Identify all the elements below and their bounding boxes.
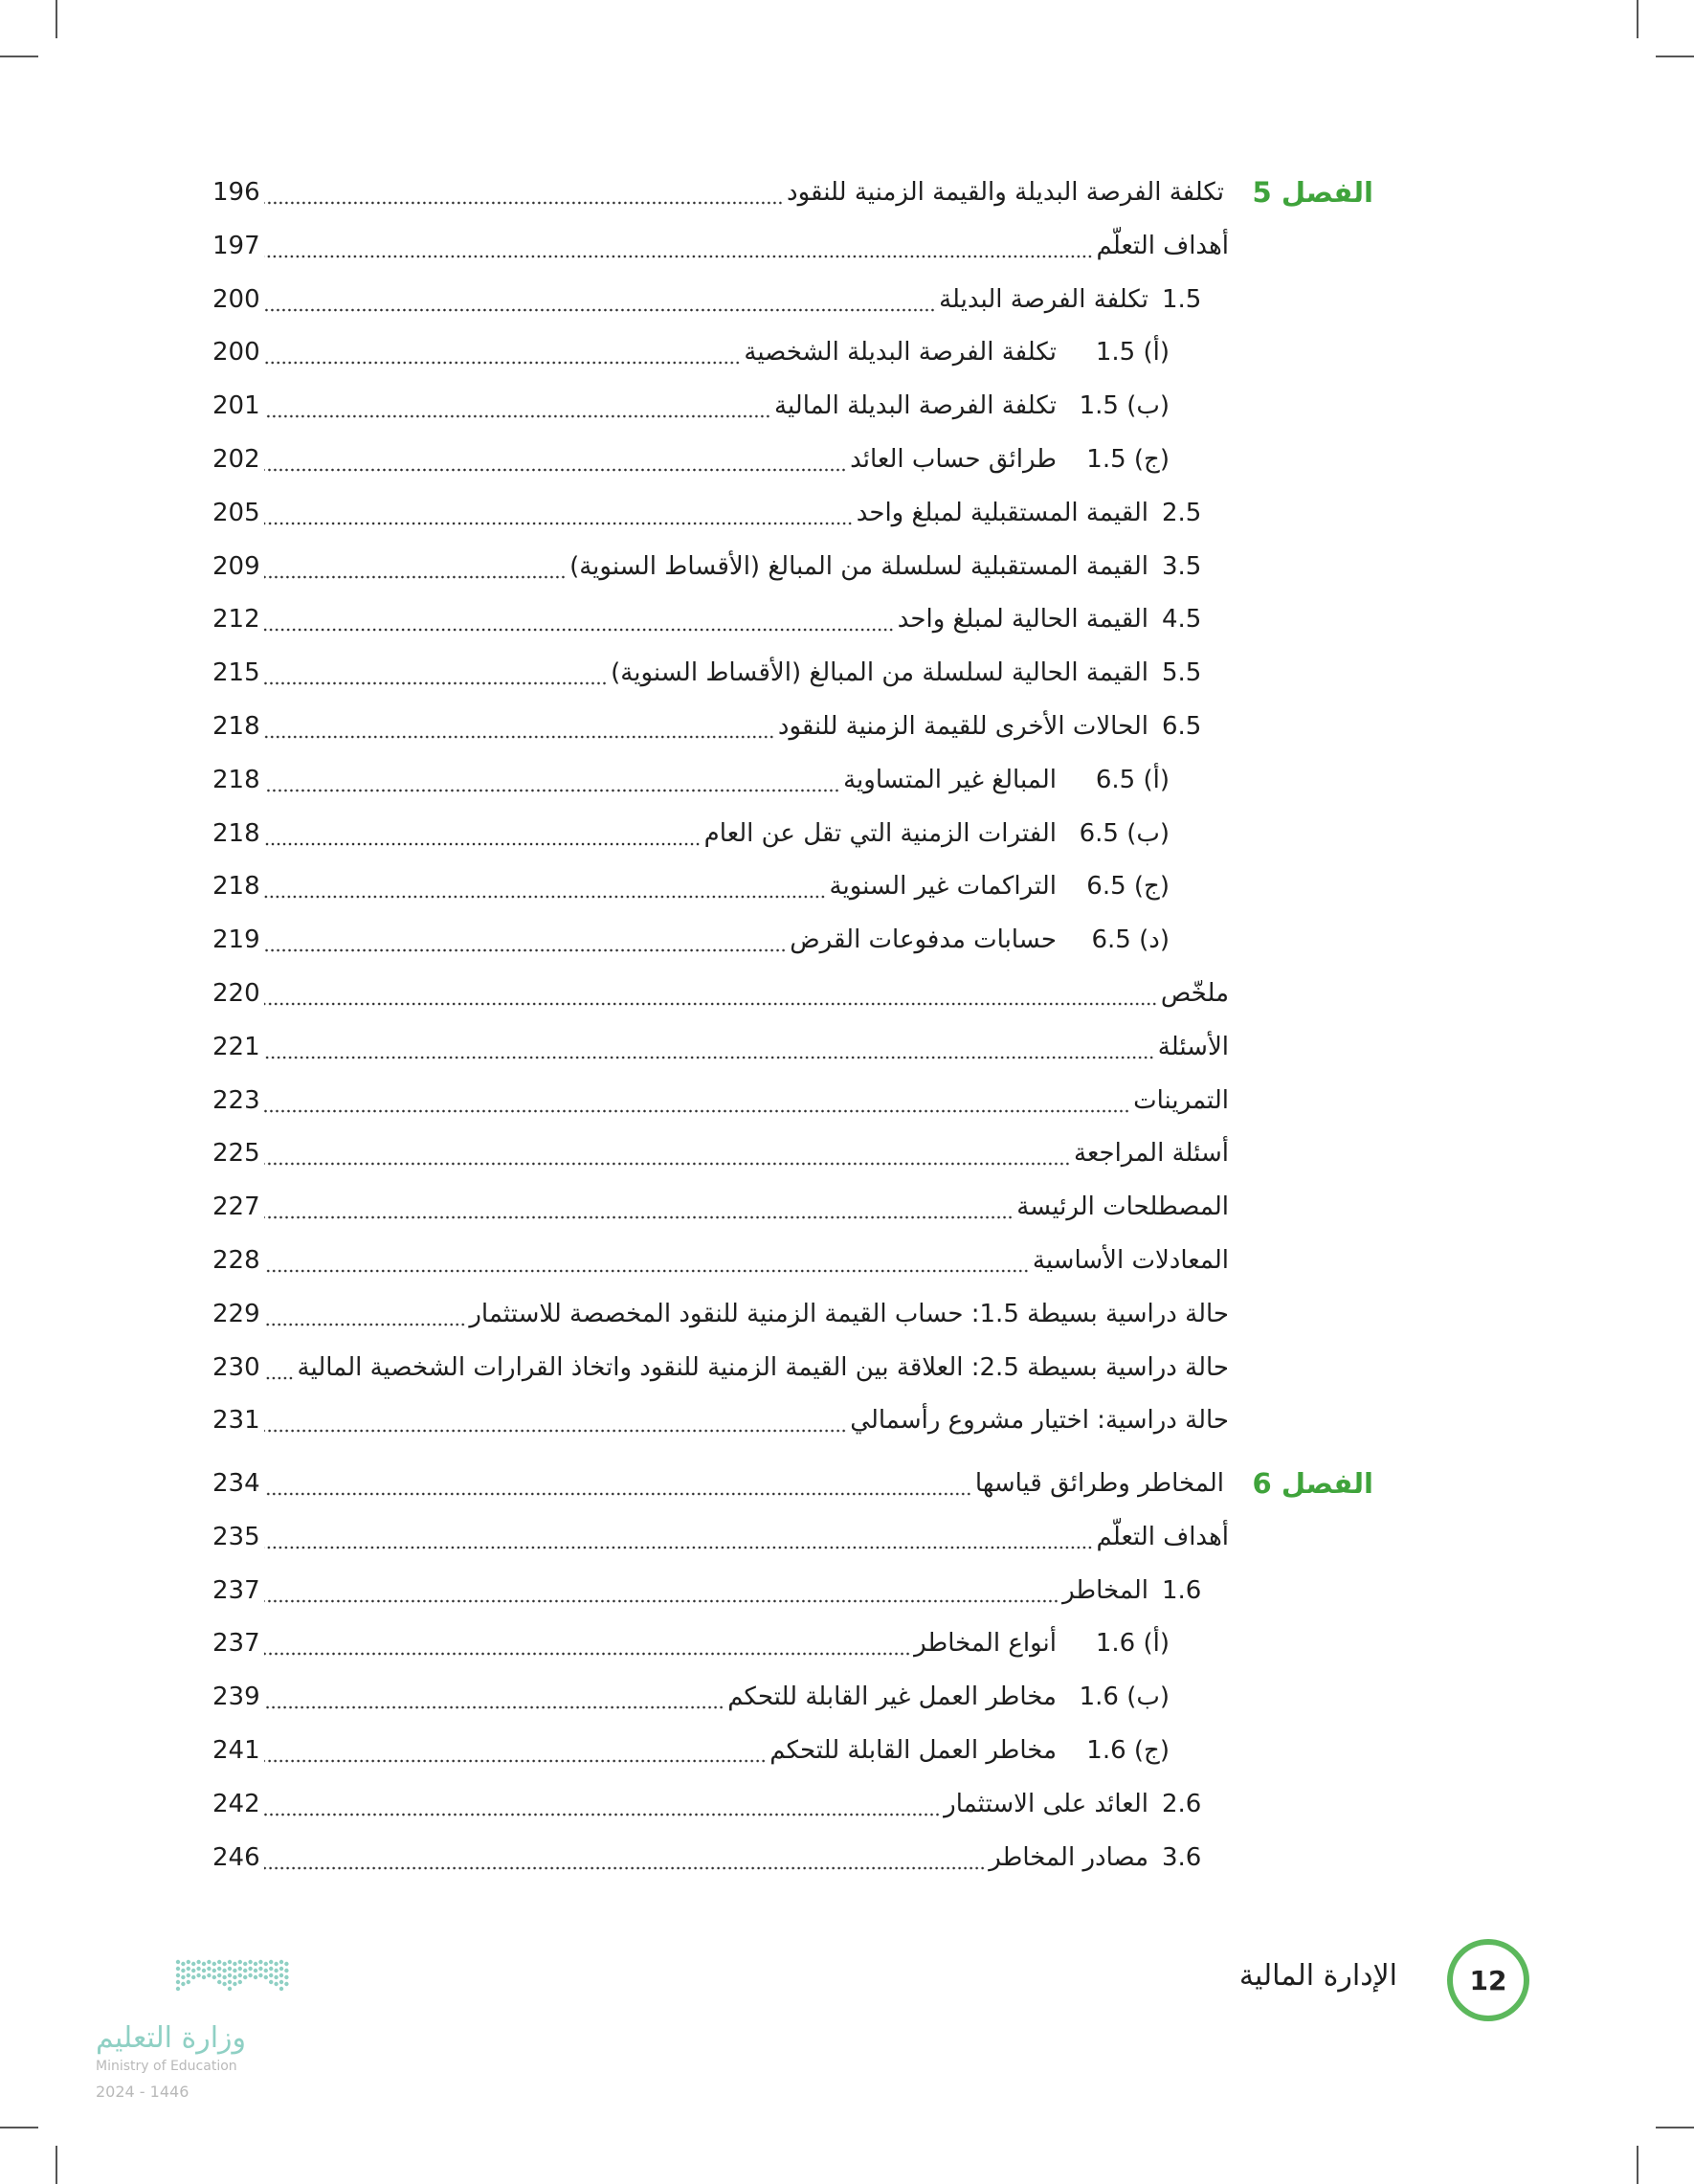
toc-entry[interactable]	[212, 1512, 1229, 1562]
toc-entry[interactable]	[212, 1779, 1202, 1829]
toc-entry[interactable]	[212, 809, 1170, 858]
logo-year-text: 2024 - 1446	[96, 2083, 189, 2101]
section-number: 1.5	[1162, 285, 1202, 314]
toc-entry[interactable]	[212, 1343, 1229, 1393]
dot-leader	[264, 1779, 941, 1829]
page-ref: 223	[212, 1086, 260, 1115]
page-ref: 218	[212, 819, 260, 848]
section-number: 5.5	[1162, 658, 1202, 687]
chapter-heading[interactable]	[212, 167, 1373, 217]
page-ref: 196	[212, 178, 260, 207]
dot-leader	[264, 1289, 466, 1339]
page-ref: 218	[212, 766, 260, 794]
section-number: 6.5 (ب)	[1079, 819, 1170, 848]
dot-leader	[264, 594, 894, 644]
page-ref: 235	[212, 1523, 260, 1551]
page-ref: 220	[212, 979, 260, 1008]
dot-leader	[264, 809, 701, 858]
toc-entry[interactable]	[212, 542, 1202, 591]
dot-leader	[264, 755, 839, 805]
dot-leader	[264, 1182, 1014, 1232]
section-title: تكلفة الفرصة البديلة الشخصية	[744, 338, 1057, 367]
page-ref: 242	[212, 1790, 260, 1818]
section-title: أهداف التعلّم	[1096, 1523, 1229, 1551]
section-number: 6.5	[1162, 712, 1202, 741]
toc-entry[interactable]	[212, 969, 1229, 1018]
section-number: 1.6 (ج)	[1086, 1736, 1170, 1765]
page-number: 12	[1469, 1964, 1507, 1996]
page-ref: 227	[212, 1192, 260, 1221]
page-ref: 215	[212, 658, 260, 687]
section-title: القيمة الحالية لسلسلة من المبالغ (الأقساط السنوية)	[611, 658, 1148, 687]
section-number: 1.5 (ج)	[1086, 445, 1170, 474]
dot-leader	[264, 1236, 1029, 1285]
section-title: التراكمات غير السنوية	[829, 872, 1057, 901]
page-ref: 225	[212, 1139, 260, 1168]
dot-leader	[264, 1512, 1093, 1562]
toc-entry[interactable]	[212, 861, 1170, 911]
logo-arabic-text: وزارة التعليم	[96, 2021, 247, 2055]
dot-leader	[264, 488, 853, 538]
section-title: حالة دراسية بسيطة 2.5: العلاقة بين القيمة الزمنية للنقود واتخاذ القرارات الشخصية المالية	[297, 1353, 1229, 1382]
page-ref: 209	[212, 552, 260, 581]
page-ref: 246	[212, 1843, 260, 1872]
chapter-title: المخاطر وطرائق قياسها	[974, 1469, 1224, 1498]
section-title: القيمة المستقبلية لمبلغ واحد	[856, 499, 1148, 527]
section-number: 6.5 (أ)	[1095, 766, 1170, 794]
toc-entry[interactable]	[212, 275, 1202, 324]
chapter-label: الفصل 6	[1252, 1467, 1373, 1500]
page-ref: 229	[212, 1300, 260, 1328]
section-number: 3.5	[1162, 552, 1202, 581]
section-title: تكلفة الفرصة البديلة	[939, 285, 1148, 314]
section-title: المعادلات الأساسية	[1032, 1246, 1229, 1275]
page-ref: 231	[212, 1406, 260, 1435]
logo-english-text: Ministry of Education	[96, 2059, 237, 2074]
toc-entry[interactable]	[212, 1289, 1229, 1339]
dot-leader	[264, 969, 1157, 1018]
toc-entry[interactable]	[212, 1236, 1229, 1285]
section-number: 1.6 (ب)	[1079, 1683, 1170, 1711]
chapter-heading[interactable]	[212, 1459, 1373, 1508]
section-title: الأسئلة	[1157, 1033, 1229, 1061]
section-title: القيمة الحالية لمبلغ واحد	[897, 605, 1148, 634]
dot-leader	[264, 1459, 971, 1508]
section-title: طرائق حساب العائد	[850, 445, 1057, 474]
dot-leader	[264, 1395, 847, 1445]
dot-leader	[264, 648, 607, 698]
section-number: 1.5 (ب)	[1079, 391, 1170, 420]
toc-entry[interactable]	[212, 1672, 1170, 1722]
section-title: العائد على الاستثمار	[944, 1790, 1148, 1818]
toc-entry[interactable]	[212, 221, 1229, 271]
dot-leader	[264, 275, 935, 324]
section-title: مصادر المخاطر	[989, 1843, 1148, 1872]
section-title: المصطلحات الرئيسة	[1016, 1192, 1229, 1221]
book-title: الإدارة المالية	[1238, 1959, 1397, 1993]
page-ref: 200	[212, 285, 260, 314]
page-ref: 234	[212, 1469, 260, 1498]
page-ref: 200	[212, 338, 260, 367]
section-title: حالة دراسية: اختيار مشروع رأسمالي	[850, 1406, 1229, 1435]
toc-entry[interactable]	[212, 1076, 1229, 1125]
dot-leader	[264, 1022, 1154, 1072]
dot-leader	[264, 1726, 767, 1775]
dot-leader	[264, 1343, 294, 1393]
toc-entry[interactable]	[212, 435, 1170, 484]
page-ref: 218	[212, 872, 260, 901]
toc-entry[interactable]	[212, 1833, 1202, 1883]
toc-entry[interactable]	[212, 1128, 1229, 1178]
dot-leader	[264, 381, 770, 431]
section-number: 1.5 (أ)	[1095, 338, 1170, 367]
section-title: حالة دراسية بسيطة 1.5: حساب القيمة الزمنية للنقود المخصصة للاستثمار	[469, 1300, 1229, 1328]
dot-leader	[264, 1833, 986, 1883]
page-ref: 237	[212, 1629, 260, 1658]
toc-entry[interactable]	[212, 755, 1170, 805]
chapter-title: تكلفة الفرصة البديلة والقيمة الزمنية للنقود	[787, 178, 1224, 207]
dot-leader	[264, 1128, 1070, 1178]
section-title: أهداف التعلّم	[1096, 232, 1229, 260]
page-ref: 241	[212, 1736, 260, 1765]
section-title: مخاطر العمل غير القابلة للتحكم	[727, 1683, 1057, 1711]
page-ref: 219	[212, 925, 260, 954]
toc-entry[interactable]	[212, 915, 1170, 965]
dot-leader	[264, 435, 846, 484]
page-ref: 237	[212, 1576, 260, 1605]
section-title: أنواع المخاطر	[914, 1629, 1057, 1658]
toc-entry[interactable]	[212, 1618, 1170, 1668]
dot-leader	[264, 542, 566, 591]
dot-leader	[264, 1672, 724, 1722]
section-number: 1.6	[1162, 1576, 1202, 1605]
page-ref: 201	[212, 391, 260, 420]
section-title: الفترات الزمنية التي تقل عن العام	[703, 819, 1057, 848]
dot-leader	[264, 327, 741, 377]
page-ref: 205	[212, 499, 260, 527]
toc-entry[interactable]	[212, 702, 1202, 751]
toc-entry[interactable]	[212, 327, 1170, 377]
section-title: المبالغ غير المتساوية	[843, 766, 1057, 794]
page-ref: 197	[212, 232, 260, 260]
dot-leader	[264, 1566, 1059, 1616]
toc-entry[interactable]	[212, 1022, 1229, 1072]
page-ref: 230	[212, 1353, 260, 1382]
section-title: مخاطر العمل القابلة للتحكم	[769, 1736, 1057, 1765]
page-ref: 218	[212, 712, 260, 741]
page-ref: 221	[212, 1033, 260, 1061]
dot-leader	[264, 221, 1093, 271]
section-number: 3.6	[1162, 1843, 1202, 1872]
toc-entry[interactable]	[212, 1566, 1202, 1616]
page-number-badge	[1447, 1939, 1529, 2021]
section-number: 6.5 (ج)	[1086, 872, 1170, 901]
page-ref: 202	[212, 445, 260, 474]
dot-leader	[264, 1618, 911, 1668]
section-title: أسئلة المراجعة	[1074, 1139, 1229, 1168]
section-number: 1.6 (أ)	[1095, 1629, 1170, 1658]
section-number: 4.5	[1162, 605, 1202, 634]
dot-leader	[264, 861, 826, 911]
page-ref: 228	[212, 1246, 260, 1275]
page-ref: 212	[212, 605, 260, 634]
section-title: التمرينات	[1133, 1086, 1229, 1115]
toc-entry[interactable]	[212, 648, 1202, 698]
toc-entry[interactable]	[212, 1726, 1170, 1775]
section-number: 2.6	[1162, 1790, 1202, 1818]
toc-entry[interactable]	[212, 1182, 1229, 1232]
section-number: 6.5 (د)	[1091, 925, 1170, 954]
toc-entry[interactable]	[212, 594, 1202, 644]
section-title: القيمة المستقبلية لسلسلة من المبالغ (الأقساط السنوية)	[569, 552, 1148, 581]
section-title: المخاطر	[1062, 1576, 1148, 1605]
dot-leader	[264, 1076, 1130, 1125]
dot-leader	[264, 915, 787, 965]
toc-entry[interactable]	[212, 381, 1170, 431]
chapter-label: الفصل 5	[1252, 176, 1373, 209]
section-number: 2.5	[1162, 499, 1202, 527]
section-title: ملخّص	[1160, 979, 1229, 1008]
section-title: الحالات الأخرى للقيمة الزمنية للنقود	[777, 712, 1148, 741]
section-title: تكلفة الفرصة البديلة المالية	[774, 391, 1057, 420]
dot-leader	[264, 702, 774, 751]
section-title: حسابات مدفوعات القرض	[790, 925, 1057, 954]
toc-entry[interactable]	[212, 488, 1202, 538]
dot-leader	[264, 167, 783, 217]
page-ref: 239	[212, 1683, 260, 1711]
toc-entry[interactable]	[212, 1395, 1229, 1445]
